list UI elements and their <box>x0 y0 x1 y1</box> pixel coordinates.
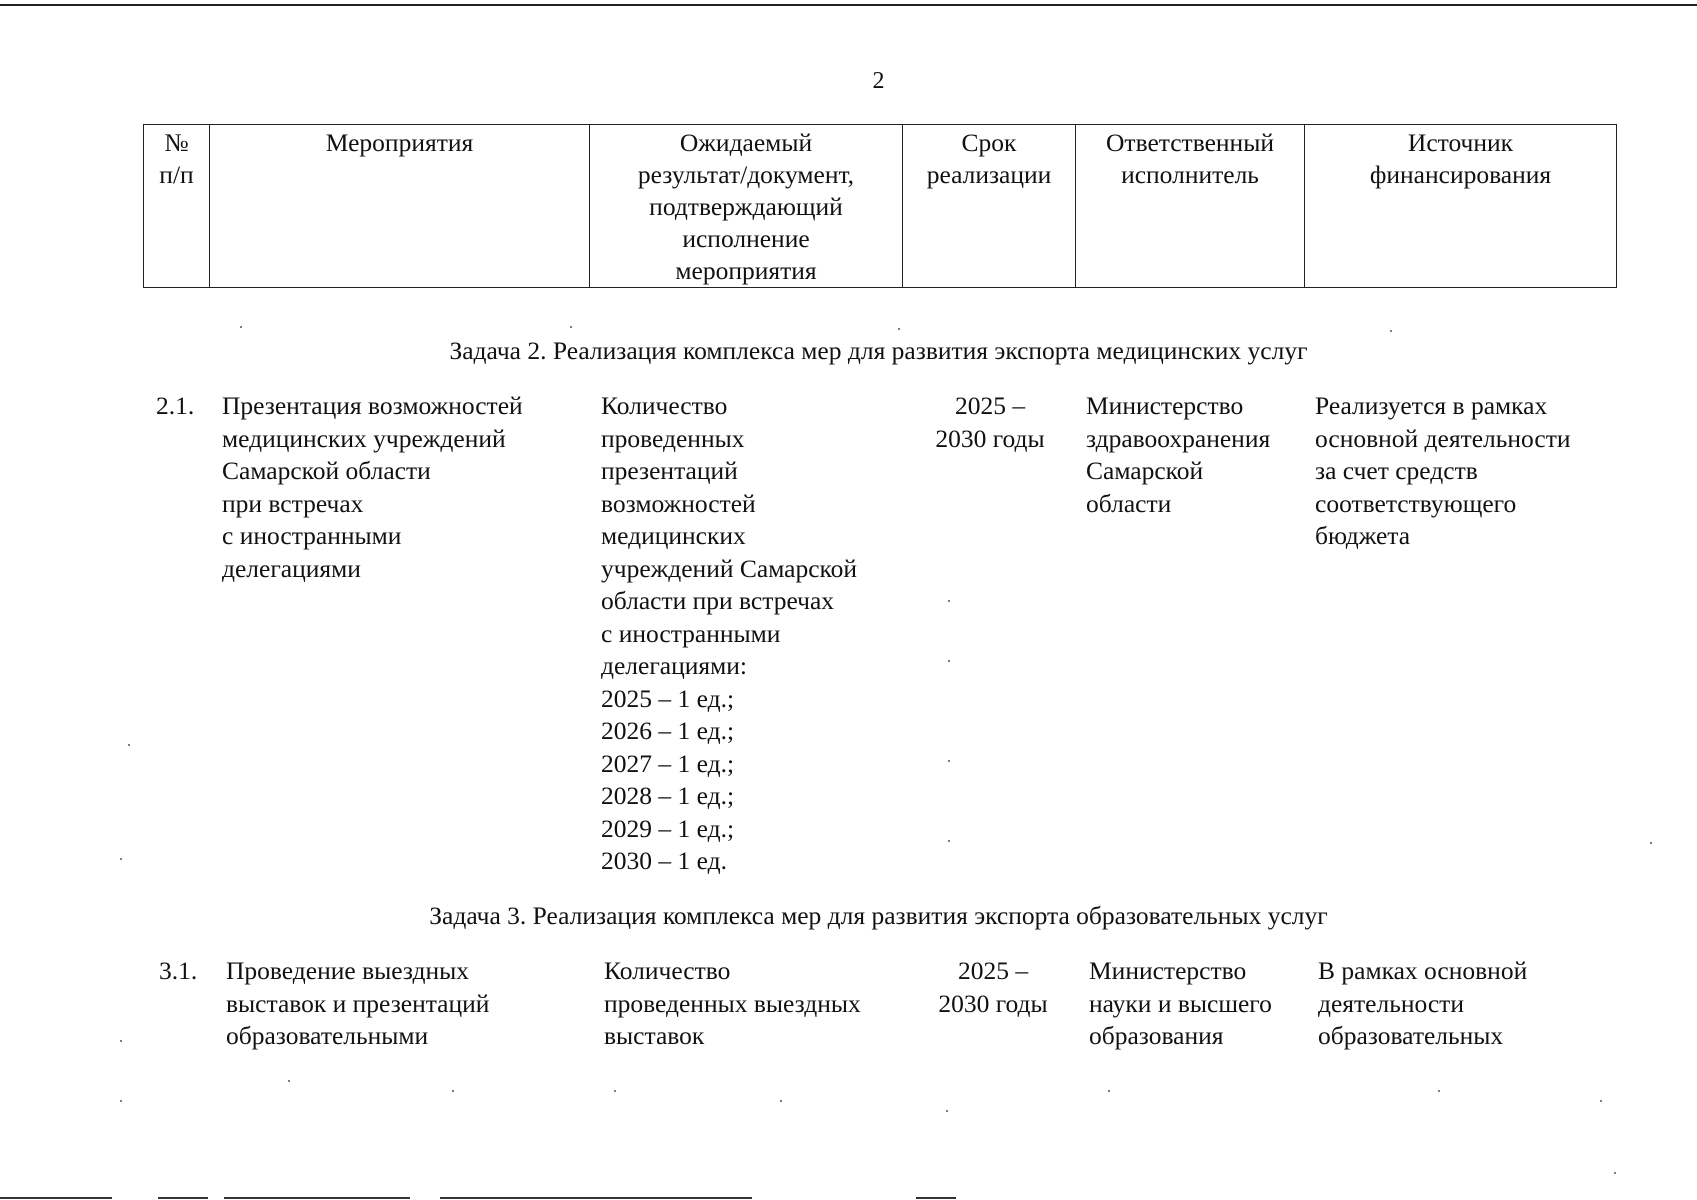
top-border-line <box>0 4 1697 6</box>
funding-source-cell: В рамках основной деятельности образовательных <box>1318 956 1528 1050</box>
expected-result-cell: Количество проведенных презентаций возможностей медицинских учреждений Самарской области при встречах с иностранными делегациями: 2025 – 1 ед.; 2026 – 1 ед.; 2027 – 1 ед.; 2028 – 1 ед.; 2029 – 1 ед.; 2030 – 1 ед. <box>601 391 858 875</box>
expected-result-cell: Количество проведенных выездных выставок <box>604 956 861 1050</box>
header-col-term: Срок реализации <box>903 125 1076 288</box>
header-col-funding-source: Источник финансирования <box>1305 125 1617 288</box>
header-col-number: № п/п <box>144 125 210 288</box>
page-number: 2 <box>872 68 885 94</box>
row-number: 2.1. <box>156 391 195 420</box>
bottom-border-line <box>916 1197 956 1199</box>
row-number: 3.1. <box>159 956 198 985</box>
task-2-title: Задача 2. Реализация комплекса мер для развития экспорта медицинских услуг <box>449 336 1308 365</box>
task-3-title: Задача 3. Реализация комплекса мер для развития экспорта образовательных услуг <box>429 901 1328 930</box>
header-col-activities: Мероприятия <box>210 125 590 288</box>
header-col-expected-result: Ожидаемый результат/документ, подтверждающий исполнение мероприятия <box>590 125 903 288</box>
bottom-border-line <box>158 1197 208 1199</box>
bottom-border-line <box>0 1197 112 1199</box>
bottom-border-line <box>440 1197 752 1199</box>
funding-source-cell: Реализуется в рамках основной деятельности за счет средств соответствующего бюджета <box>1315 391 1571 550</box>
bottom-border-line <box>224 1197 410 1199</box>
table-header <box>143 124 1617 288</box>
term-cell: 2025 – 2030 годы <box>938 956 1048 1018</box>
responsible-cell: Министерство науки и высшего образования <box>1089 956 1272 1050</box>
term-cell: 2025 – 2030 годы <box>935 391 1045 453</box>
activity-cell: Проведение выездных выставок и презентаций образовательными <box>226 956 490 1050</box>
activity-cell: Презентация возможностей медицинских учреждений Самарской области при встречах с иностранными делегациями <box>222 391 523 583</box>
header-col-responsible: Ответственный исполнитель <box>1076 125 1305 288</box>
responsible-cell: Министерство здравоохранения Самарской области <box>1086 391 1271 518</box>
